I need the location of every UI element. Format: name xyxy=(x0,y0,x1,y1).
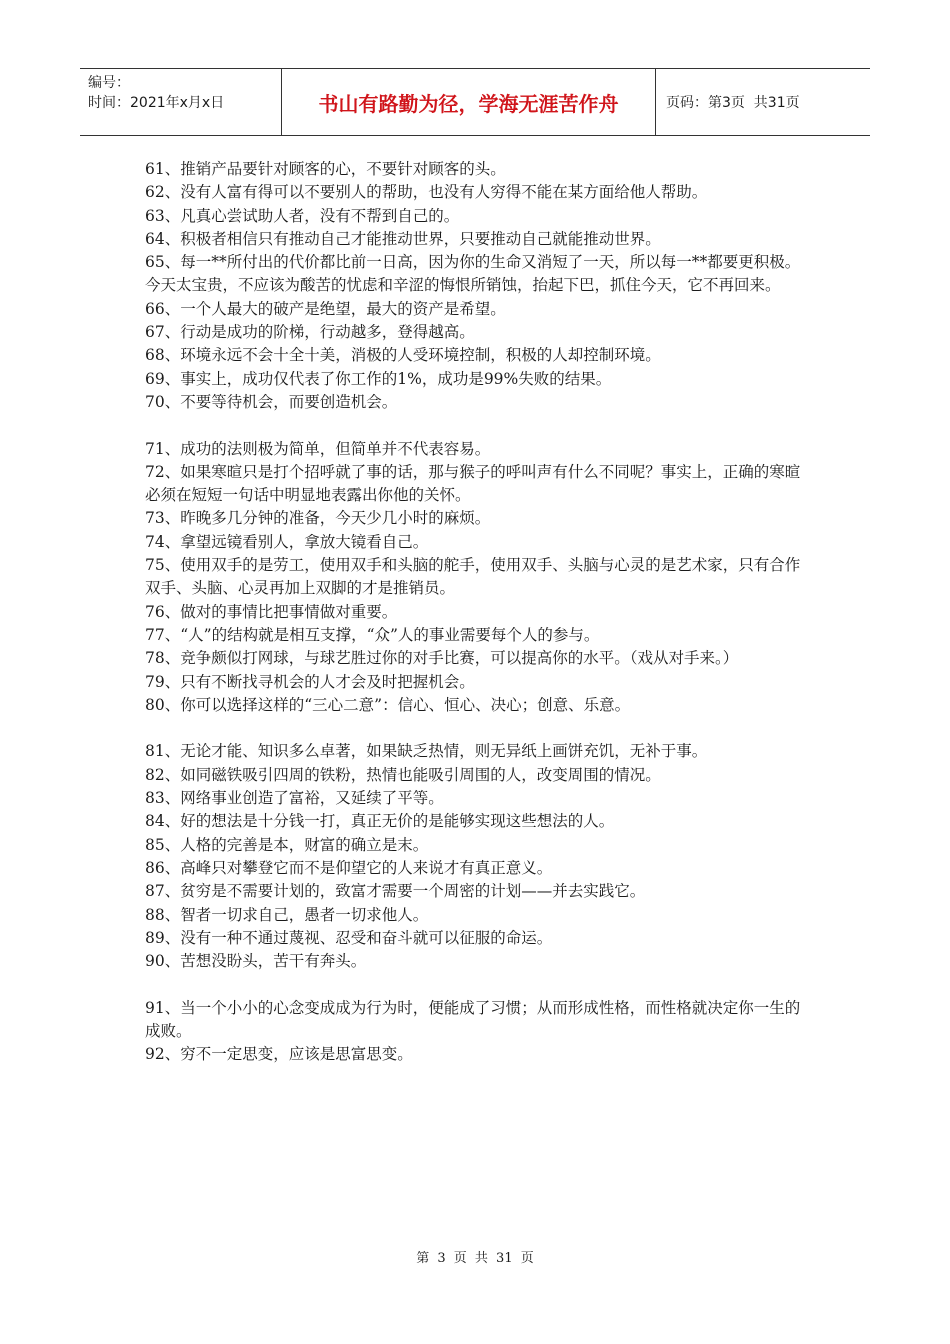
quote-item: 89、没有一种不通过蔑视、忍受和奋斗就可以征服的命运。 xyxy=(145,928,553,947)
motto-text: 书山有路勤为径，学海无涯苦作舟 xyxy=(318,91,619,116)
quote-item: 88、智者一切求自己，愚者一切求他人。 xyxy=(145,905,429,924)
quote-item: 83、网络事业创造了富裕，又延续了平等。 xyxy=(145,789,444,808)
quote-item: 87、贫穷是不需要计划的，致富才需要一个周密的计划——并去实践它。 xyxy=(145,882,646,901)
quote-item: 79、只有不断找寻机会的人才会及时把握机会。 xyxy=(145,672,475,691)
quote-item: 69、事实上，成功仅代表了你工作的1%，成功是99%失败的结果。 xyxy=(145,369,612,388)
quote-item: 78、竞争颇似打网球，与球艺胜过你的对手比赛，可以提高你的水平。（戏从对手来。） xyxy=(145,649,739,668)
quote-item: 77、“人”的结构就是相互支撑，“众”人的事业需要每个人的参与。 xyxy=(145,625,600,644)
quote-item: 82、如同磁铁吸引四周的铁粉，热情也能吸引周围的人，改变周围的情况。 xyxy=(145,765,661,784)
paragraph-gap xyxy=(145,973,805,996)
quote-item: 66、一个人最大的破产是绝望，最大的资产是希望。 xyxy=(145,299,506,318)
quote-item: 71、成功的法则极为简单，但简单并不代表容易。 xyxy=(145,439,491,458)
quote-item: 64、积极者相信只有推动自己才能推动世界，只要推动自己就能推动世界。 xyxy=(145,229,661,248)
quote-item: 76、做对的事情比把事情做对重要。 xyxy=(145,602,398,621)
quote-item: 74、拿望远镜看别人，拿放大镜看自己。 xyxy=(145,532,429,551)
quote-item: 86、高峰只对攀登它而不是仰望它的人来说才有真正意义。 xyxy=(145,858,553,877)
document-number-label: 编号： xyxy=(88,75,130,91)
quote-item: 72、如果寒暄只是打个招呼就了事的话，那与猴子的呼叫声有什么不同呢？事实上，正确的寒暄必须在短短一句话中明显地表露出你他的关怀。 xyxy=(145,462,801,505)
page-footer xyxy=(0,1247,950,1266)
footer-page-number: 第 3 页 共 31 页 xyxy=(416,1251,534,1266)
quote-item: 85、人格的完善是本，财富的确立是末。 xyxy=(145,835,429,854)
quote-item: 68、环境永远不会十全十美，消极的人受环境控制，积极的人却控制环境。 xyxy=(145,346,661,365)
quote-item: 70、不要等待机会，而要创造机会。 xyxy=(145,392,398,411)
quote-item: 75、使用双手的是劳工，使用双手和头脑的舵手，使用双手、头脑与心灵的是艺术家，只有合作双手、头脑、心灵再加上双脚的才是推销员。 xyxy=(145,556,801,598)
paragraph-gap xyxy=(145,414,805,437)
quote-item: 62、没有人富有得可以不要别人的帮助，也没有人穷得不能在某方面给他人帮助。 xyxy=(145,183,708,202)
header-motto xyxy=(282,69,656,135)
quote-item: 81、无论才能、知识多么卓著，如果缺乏热情，则无异纸上画饼充饥，无补于事。 xyxy=(145,742,708,761)
quote-item: 67、行动是成功的阶梯，行动越多，登得越高。 xyxy=(145,323,475,342)
header-page-cell xyxy=(656,69,870,135)
quote-item: 63、凡真心尝试助人者，没有不帮到自己的。 xyxy=(145,206,460,225)
quote-item: 80、你可以选择这样的“三心二意”：信心、恒心、决心；创意、乐意。 xyxy=(145,695,631,714)
quote-list xyxy=(145,158,805,1067)
quote-item: 90、苦想没盼头，苦干有奔头。 xyxy=(145,952,367,971)
quote-item: 65、每一**所付出的代价都比前一日高，因为你的生命又消短了一天，所以每一**都要更积极。今天太宝贵，不应该为酸苦的忧虑和辛涩的悔恨所销蚀，抬起下巴，抓住今天，它不再回来。 xyxy=(145,253,801,295)
quote-item: 84、好的想法是十分钱一打，真正无价的是能够实现这些想法的人。 xyxy=(145,812,615,831)
paragraph-gap xyxy=(145,717,805,740)
quote-item: 92、穷不一定思变，应该是思富思变。 xyxy=(145,1045,413,1064)
quote-item: 73、昨晚多几分钟的准备，今天少几小时的麻烦。 xyxy=(145,509,491,528)
document-time-label: 时间：2021年x月x日 xyxy=(88,95,225,111)
quote-item: 91、当一个小小的心念变成成为行为时，便能成了习惯；从而形成性格，而性格就决定你一生的成败。 xyxy=(145,998,801,1040)
header-page-number: 页码：第3页 共31页 xyxy=(666,95,800,111)
page-header xyxy=(80,68,870,136)
quote-item: 61、推销产品要针对顾客的心，不要针对顾客的头。 xyxy=(145,160,506,178)
header-info-cell xyxy=(80,69,282,135)
